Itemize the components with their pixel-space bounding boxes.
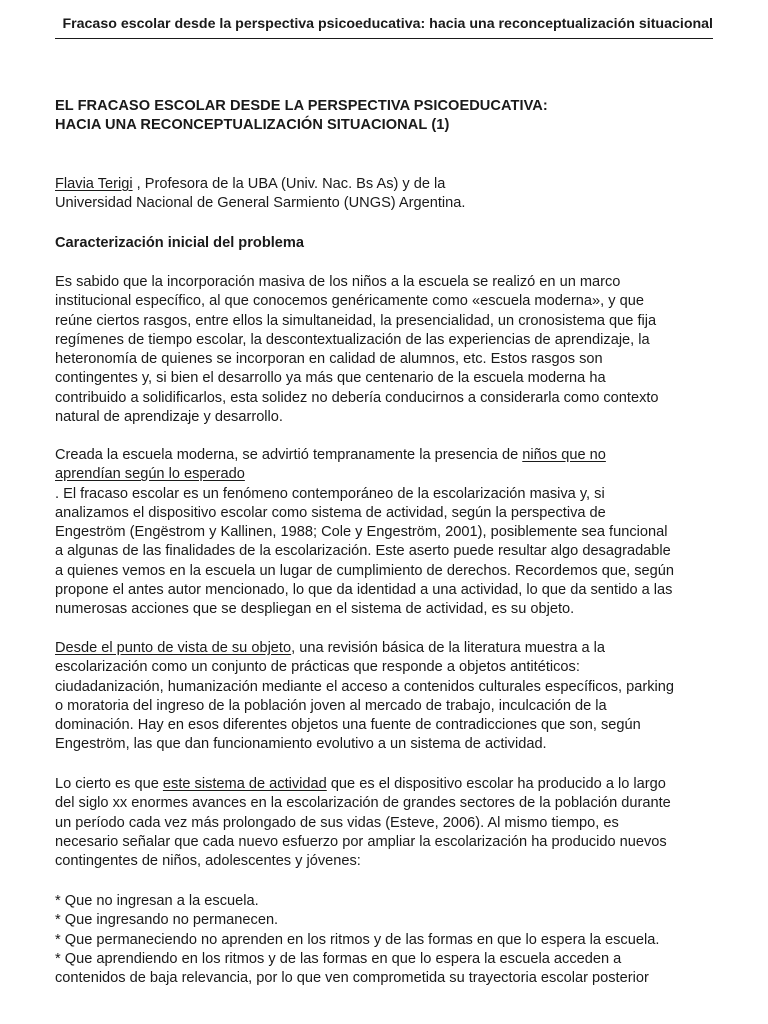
link-punto-de-vista-objeto[interactable]: Desde el punto de vista de su objeto (55, 640, 292, 656)
paragraph-4-line: del siglo xx enormes avances en la escolarización de grandes sectores de la población durante (55, 795, 671, 812)
link-ninos-no-aprendian-2[interactable]: aprendían según lo esperado (55, 466, 245, 483)
author-link[interactable]: Flavia Terigi (55, 176, 133, 192)
paragraph-4-line: un período cada vez más prolongado de sus vidas (Esteve, 2006). Al mismo tiempo, es (55, 814, 619, 831)
paragraph-2-line: analizamos el dispositivo escolar como sistema de actividad, según la perspectiva de (55, 504, 606, 521)
paragraph-4-line: necesario señalar que cada nuevo esfuerzo por ampliar la escolarización ha producido nuevos (55, 833, 667, 850)
author-block (55, 175, 715, 214)
paragraph-2-line: . El fracaso escolar es un fenómeno contemporáneo de la escolarización masiva y, si (55, 485, 605, 502)
title-line-2 (55, 116, 715, 135)
link-ninos-no-aprendian-1[interactable]: niños que no (522, 447, 606, 463)
author-line-1 (55, 175, 715, 194)
paragraph-2-intro: Creada la escuela moderna, se advirtió tempranamente la presencia de (55, 447, 523, 463)
paragraph-1-line: regímenes de tiempo escolar, la descontextualización de las experiencias de aprendizaje, la (55, 331, 650, 348)
author-affiliation-1: , Profesora de la UBA (Univ. Nac. Bs As) y de la (132, 176, 446, 192)
paragraph-2-line (55, 446, 715, 465)
paragraph-1-line: heteronomía de quienes se incorporan en calidad de alumnos, etc. Estos rasgos son (55, 351, 603, 368)
list-item-continuation: contenidos de baja relevancia, por lo que ven comprometida su trayectoria escolar posterior (55, 970, 649, 987)
paragraph-1-line: reúne ciertos rasgos, entre ellos la simultaneidad, la presencialidad, un cronosistema que fija (55, 312, 657, 329)
paragraph-3-line: o moratoria del ingreso de la población joven al mercado de trabajo, inculcación de la (55, 697, 607, 714)
paragraph-3-line (55, 639, 715, 658)
bullet-list (55, 892, 715, 988)
paragraph-3-line: Engeström, las que dan funcionamiento evolutivo a un sistema de actividad. (55, 736, 547, 753)
running-header (55, 14, 713, 39)
document-title (55, 97, 715, 135)
section-heading: Caracterización inicial del problema (55, 235, 304, 251)
paragraph-3-line: ciudadanización, humanización mediante el acceso a contenidos culturales específicos, parking (55, 678, 674, 695)
paragraph-1-line: Es sabido que la incorporación masiva de los niños a la escuela se realizó en un marco (55, 274, 621, 290)
paragraph-2-line: propone el antes autor mencionado, lo que da identidad a una actividad, lo que da sentido a las (55, 582, 673, 599)
paragraph-4-line: contingentes de niños, adolescentes y jóvenes: (55, 853, 361, 870)
list-item: * Que no ingresan a la escuela. (55, 893, 259, 909)
paragraph-2-line (55, 465, 715, 484)
title-line-2-text: HACIA UNA RECONCEPTUALIZACIÓN SITUACIONAL (55, 117, 428, 133)
list-item: * Que ingresando no permanecen. (55, 912, 279, 929)
paragraph-2-line: a quienes vemos en la escuela un lugar de cumplimiento de derechos. Recordemos que, según (55, 562, 674, 579)
paragraph-1-line: institucional específico, al que conocemos genéricamente como «escuela moderna», y que (55, 293, 644, 310)
author-line-2: Universidad Nacional de General Sarmiento (UNGS) Argentina. (55, 195, 466, 212)
paragraph-1-line: natural de aprendizaje y desarrollo. (55, 409, 283, 426)
paragraph-3 (55, 639, 715, 755)
paragraph-1-line: contingentes y, si bien el desarrollo ya más que centenario de la escuela moderna ha (55, 370, 606, 387)
list-item: * Que aprendiendo en los ritmos y de las formas en que lo espera la escuela acceden a (55, 950, 622, 967)
paragraph-4-intro: Lo cierto es que (55, 776, 163, 792)
paragraph-4 (55, 775, 715, 871)
paragraph-1 (55, 273, 715, 427)
paragraph-2-line: a algunas de las finalidades de la escolarización. Este aserto puede resultar algo desagradable (55, 543, 671, 560)
paragraph-2-line: Engeström (Engëstrom y Kallinen, 1988; Cole y Engeström, 2001), posiblemente sea funcional (55, 524, 668, 541)
paragraph-4-intro-rest: que es el dispositivo escolar ha producido a lo largo (326, 776, 666, 792)
paragraph-3-intro-rest: , una revisión básica de la literatura muestra a la (291, 640, 606, 656)
paragraph-3-line: escolarización como un conjunto de prácticas que responde a objetos antitéticos: (55, 659, 580, 676)
paragraph-2-line: numerosas acciones que se despliegan en el sistema de actividad, es su objeto. (55, 601, 575, 618)
paragraph-3-line: dominación. Hay en esos diferentes objetos una fuente de contradicciones que son, según (55, 717, 641, 734)
paragraph-4-line (55, 775, 715, 794)
paragraph-2 (55, 446, 715, 620)
title-footnote-ref: (1) (427, 117, 450, 133)
link-sistema-de-actividad[interactable]: este sistema de actividad (162, 776, 327, 792)
paragraph-1-line: contribuido a solidificarlos, esta solidez no debería conducirnos a considerarla como contexto (55, 389, 659, 406)
list-item: * Que permaneciendo no aprenden en los ritmos y de las formas en que lo espera la escuela. (55, 931, 660, 948)
title-line-1: EL FRACASO ESCOLAR DESDE LA PERSPECTIVA PSICOEDUCATIVA: (55, 98, 548, 114)
running-header-text: Fracaso escolar desde la perspectiva psicoeducativa: hacia una reconceptualización situacional (62, 16, 713, 32)
